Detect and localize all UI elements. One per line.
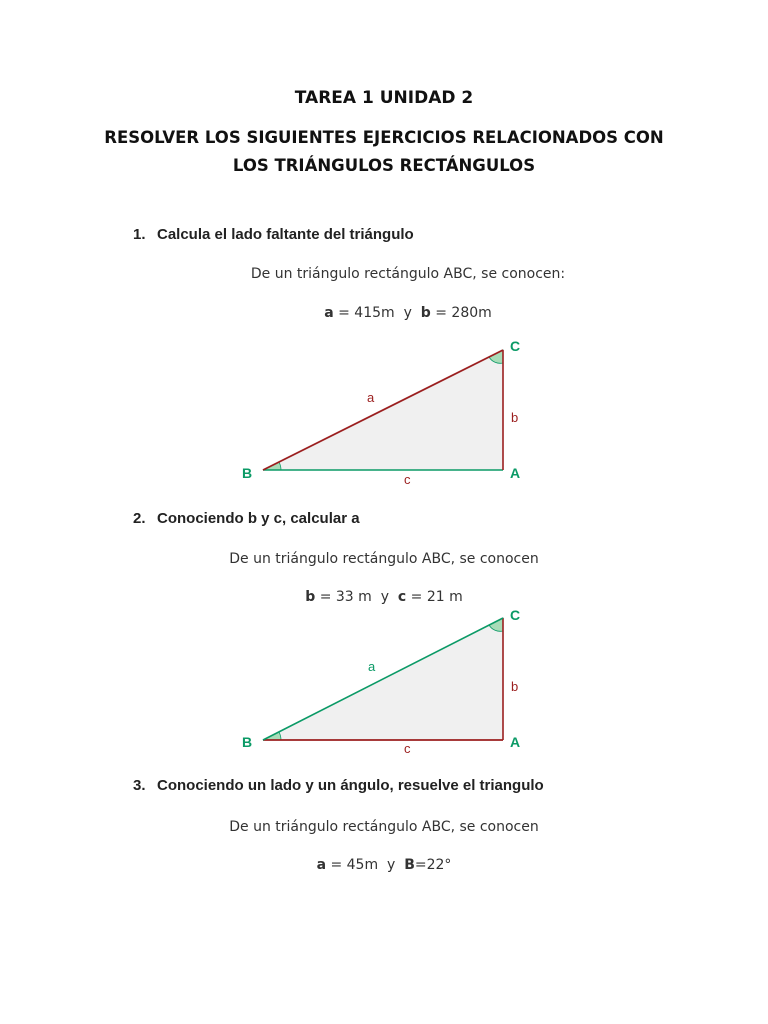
exercise-2-intro: De un triángulo rectángulo ABC, se conocen: [229, 551, 539, 567]
exercise-3-connector: y: [387, 857, 396, 873]
exercise-3-given-var-1: a: [316, 857, 327, 873]
exercise-2-number: 2.: [133, 510, 146, 527]
exercise-3-number: 3.: [133, 777, 146, 794]
triangle-1-vertex-a: A: [510, 465, 521, 481]
exercise-2-given-var-1: b: [305, 589, 316, 605]
exercise-2-given-value-1: = 33 m: [315, 589, 372, 605]
triangle-1-vertex-b: B: [242, 465, 253, 481]
exercise-1-triangle-diagram: [0, 330, 768, 500]
document-title: TAREA 1 UNIDAD 2: [294, 88, 474, 108]
exercise-1-connector: y: [403, 305, 412, 321]
exercise-3-heading-text: Conociendo un lado y un ángulo, resuelve el triangulo: [157, 777, 544, 794]
exercise-3-intro: De un triángulo rectángulo ABC, se conocen: [229, 819, 539, 835]
exercise-1-given-value-2: = 280m: [430, 305, 492, 321]
triangle-2-side-c-label: c: [404, 741, 411, 756]
exercise-2-given-value-2: = 21 m: [406, 589, 463, 605]
triangle-1-vertex-c: C: [510, 338, 521, 354]
exercise-2-given-var-2: c: [397, 589, 407, 605]
triangle-2-vertex-b: B: [242, 734, 253, 750]
exercise-1-number: 1.: [133, 226, 146, 243]
document-subtitle-line-1: RESOLVER LOS SIGUIENTES EJERCICIOS RELACIONADOS CON: [104, 128, 664, 147]
exercise-1-heading-text: Calcula el lado faltante del triángulo: [157, 226, 414, 243]
exercise-2-connector: y: [380, 589, 389, 605]
exercise-1-heading: [133, 226, 414, 243]
exercise-2-heading-text: Conociendo b y c, calcular a: [157, 510, 360, 527]
triangle-1-side-a-label: a: [367, 390, 375, 405]
triangle-2-side-a-label: a: [368, 659, 376, 674]
triangle-2-side-b-label: b: [511, 679, 519, 694]
exercise-1-given-value-1: = 415m: [333, 305, 395, 321]
exercise-2-triangle-diagram: [0, 600, 768, 770]
exercise-1-given-var-2: b: [420, 305, 431, 321]
triangle-2-vertex-c: C: [510, 607, 521, 623]
exercise-3-given-value-2: =22°: [414, 857, 452, 873]
triangle-2-vertex-a: A: [510, 734, 521, 750]
exercise-3-given-var-2: B: [404, 857, 415, 873]
exercise-3-heading: [133, 777, 544, 794]
document-subtitle-line-2: LOS TRIÁNGULOS RECTÁNGULOS: [232, 156, 536, 175]
exercise-1-given-var-1: a: [324, 305, 334, 321]
exercise-1-given: [24, 305, 768, 321]
exercise-3-given: [0, 857, 768, 873]
triangle-1-side-b-label: b: [511, 410, 519, 425]
exercise-1-intro: De un triángulo rectángulo ABC, se conocen:: [250, 266, 566, 282]
exercise-2-heading: [133, 510, 360, 527]
exercise-3-given-value-1: = 45m: [326, 857, 379, 873]
triangle-1-side-c-label: c: [404, 472, 411, 487]
